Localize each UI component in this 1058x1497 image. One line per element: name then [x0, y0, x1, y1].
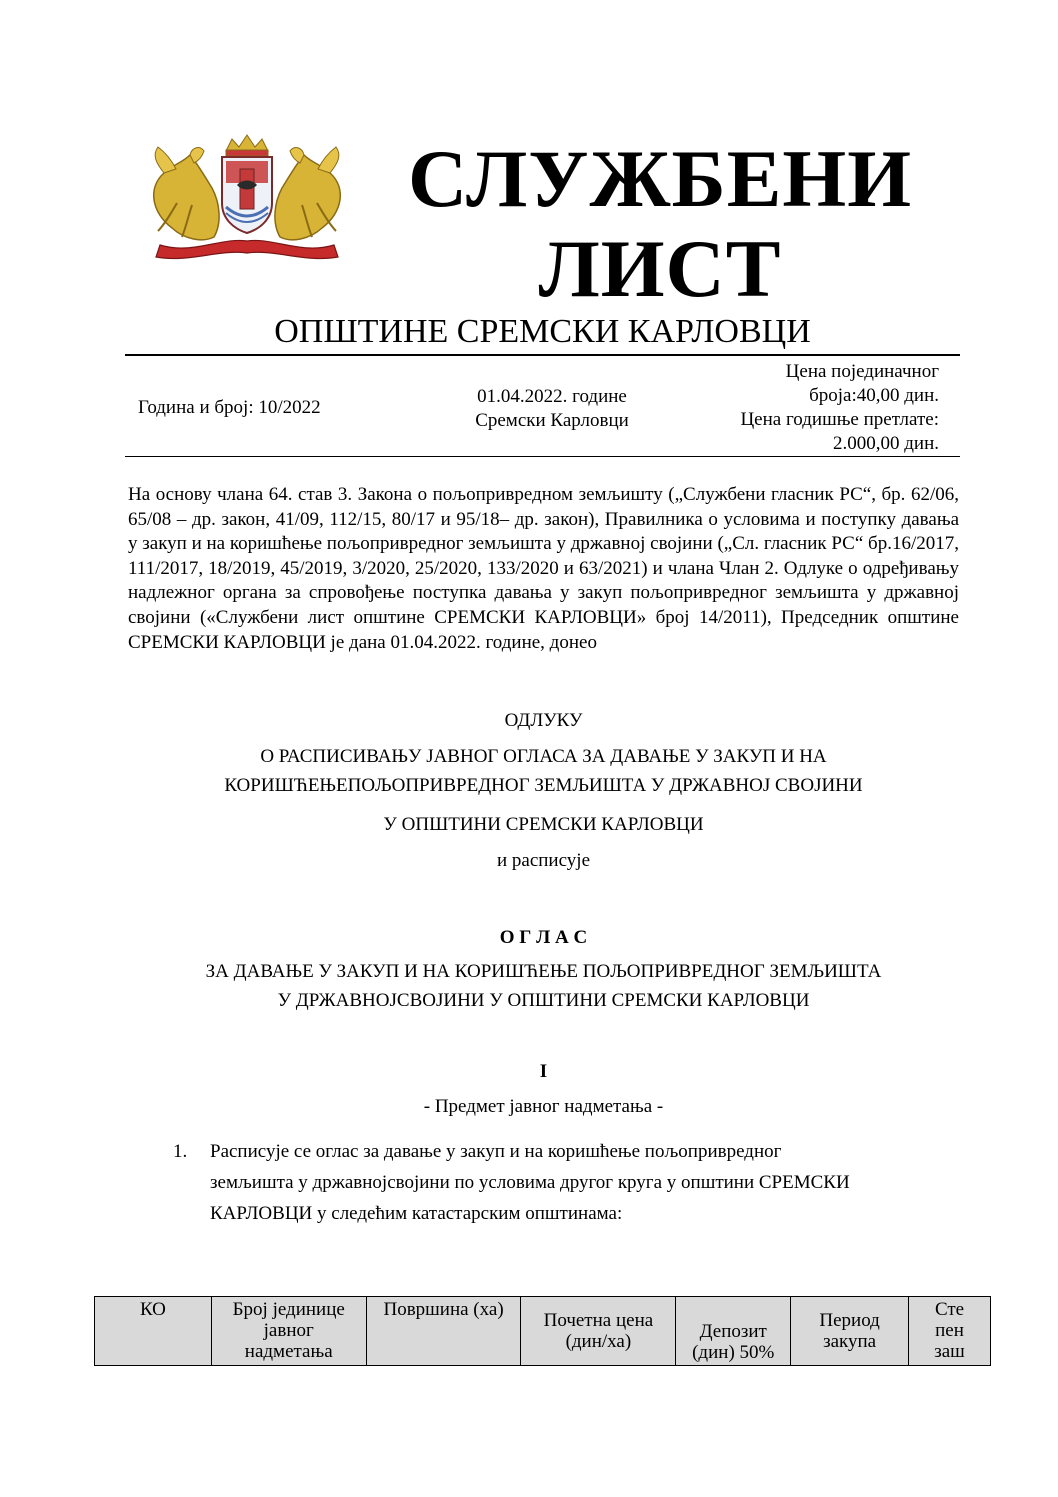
- gazette-title-line2: ЛИСТ: [538, 223, 782, 314]
- list-item-line2: земљишта у државнојсвојини по условима другог круга у општини СРЕМСКИ: [210, 1172, 850, 1193]
- list-item-number: 1.: [173, 1141, 188, 1162]
- section-number: I: [539, 1061, 548, 1082]
- header-divider-bottom: [125, 456, 960, 457]
- price-annual-line1: Цена годишње претлате:: [740, 409, 939, 430]
- price-annual-line2: 2.000,00 дин.: [832, 433, 939, 454]
- and-announces: и расписује: [496, 850, 590, 871]
- price-info: [685, 360, 939, 456]
- announcement-title-line1: ЗА ДАВАЊЕ У ЗАКУП И НА КОРИШЋЕЊЕ ПОЉОПРИВРЕДНОГ ЗЕМЉИШТА: [205, 961, 882, 982]
- publication-date-place: [440, 385, 664, 433]
- list-item-line1: Расписује се оглас за давање у закуп и на коришћење пољопривредног: [210, 1141, 782, 1162]
- section-subtitle: - Предмет јавног надметања -: [423, 1096, 664, 1117]
- announcement-title-line2: У ДРЖАВНОЈСВОЈИНИ У ОПШТИНИ СРЕМСКИ КАРЛОВЦИ: [277, 990, 810, 1011]
- header-divider-top: [125, 354, 960, 356]
- column-header-starting-price: Почетна цена (дин/ха): [521, 1297, 676, 1366]
- intro-paragraph: На основу члана 64. став 3. Закона о пољопривредном земљишту („Службени гласник РС“, бр. 62/06, 65/08 – др. закон, 41/09, 112/15, 80/17 и 95/18– др. закон), Правилника о условима и поступку давања у закуп и на коришћење пољопривредног земљишта у државној својини („Сл. гласник РС“ бр.16/2017, 111/2017, 18/2019, 45/2019, 3/2020, 25/2020, 133/2020 и 63/2021) и члана Члан 2. Одлуке о одређивању надлежног органа за спровођење поступка давања у закуп пољопривредног земљишта у државној својини («Службени лист општине СРЕМСКИ КАРЛОВЦИ» број 14/2011), Председник општине СРЕМСКИ КАРЛОВЦИ је дана 01.04.2022. године, донео: [128, 484, 959, 653]
- column-header-ko: КО: [95, 1297, 212, 1366]
- publication-place: Сремски Карловци: [475, 410, 629, 431]
- gazette-title-line1: СЛУЖБЕНИ: [407, 133, 912, 224]
- column-header-deposit: Депозит (дин) 50%: [676, 1297, 791, 1366]
- price-single-line1: Цена појединачног: [785, 361, 939, 382]
- column-header-protection-level: Сте пен заш: [909, 1297, 991, 1366]
- price-single-line2: броја:40,00 дин.: [809, 385, 939, 406]
- decision-title-line2: КОРИШЋЕЊЕПОЉОПРИВРЕДНОГ ЗЕМЉИШТА У ДРЖАВНОЈ СВОЈИНИ: [224, 775, 863, 796]
- decision-title-line3: У ОПШТИНИ СРЕМСКИ КАРЛОВЦИ: [383, 814, 704, 835]
- issue-number: Година и број: 10/2022: [138, 397, 321, 418]
- table-header-row: [95, 1297, 991, 1366]
- publication-date: 01.04.2022. године: [477, 386, 627, 407]
- list-item-line3: КАРЛОВЦИ у следећим катастарским општинама:: [210, 1203, 623, 1224]
- decision-heading: ОДЛУКУ: [504, 710, 583, 731]
- list-item-text: [210, 1136, 970, 1229]
- announcement-heading: О Г Л А С: [499, 927, 588, 948]
- column-header-unit-number: Број јединице јавног надметања: [211, 1297, 366, 1366]
- decision-title-line1: О РАСПИСИВАЊУ ЈАВНОГ ОГЛАСА ЗА ДАВАЊЕ У ЗАКУП И НА: [260, 746, 827, 767]
- column-header-area: Површина (ха): [366, 1297, 521, 1366]
- coat-of-arms-icon: [142, 133, 352, 265]
- auction-units-table: [94, 1296, 991, 1366]
- gazette-subtitle: ОПШТИНЕ СРЕМСКИ КАРЛОВЦИ: [274, 313, 811, 350]
- column-header-lease-period: Период закупа: [791, 1297, 909, 1366]
